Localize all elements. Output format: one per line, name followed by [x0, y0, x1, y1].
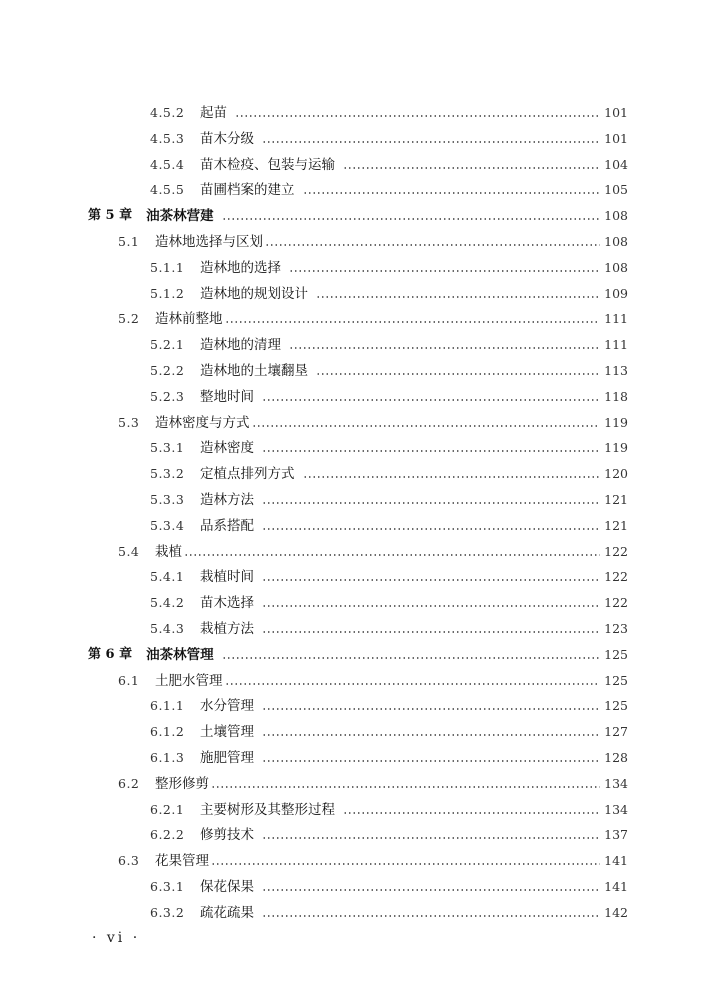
toc-entry-number: 6.3.1 [150, 879, 185, 894]
toc-leader-dots [222, 218, 600, 220]
toc-entry-number: 4.5.5 [150, 182, 185, 198]
toc-entry-page: 108 [604, 259, 628, 275]
toc-entry-page: 137 [604, 827, 628, 843]
toc-section-entry [118, 229, 628, 255]
toc-leader-dots [316, 373, 600, 375]
toc-entry-title: 修剪技术 [200, 827, 254, 844]
toc-entry-page: 134 [604, 801, 628, 817]
toc-leader-dots [184, 554, 600, 556]
toc-leader-dots [262, 837, 600, 839]
toc-entry-page: 141 [604, 879, 628, 894]
toc-entry-page: 125 [604, 672, 628, 688]
toc-entry-page: 121 [604, 517, 628, 533]
toc-leader-dots [262, 450, 600, 452]
toc-entry-number: 6.1.1 [150, 698, 185, 714]
toc-section-entry [118, 539, 628, 565]
toc-entry-page: 123 [604, 621, 628, 636]
toc-entry-page: 105 [604, 182, 628, 198]
toc-entry-title: 苗圃档案的建立 [200, 182, 295, 199]
toc-entry-number: 5.1.2 [150, 285, 185, 301]
toc-subsection-entry [150, 590, 628, 616]
toc-entry-page: 119 [604, 440, 628, 456]
toc-entry-number: 5.4.2 [150, 595, 185, 611]
toc-leader-dots [262, 915, 600, 917]
toc-subsection-entry [150, 461, 628, 487]
toc-entry-number: 第 5 章 [88, 208, 133, 224]
toc-subsection-entry [150, 281, 628, 307]
toc-entry-number: 4.5.3 [150, 130, 185, 146]
toc-entry-title: 苗木检疫、包装与运输 [200, 156, 335, 173]
toc-entry-number: 5.3 [118, 414, 140, 430]
toc-entry-page: 120 [604, 466, 628, 482]
toc-entry-number: 5.4.3 [150, 621, 185, 636]
toc-subsection-entry [150, 177, 628, 203]
toc-leader-dots [262, 734, 600, 736]
toc-leader-dots [262, 889, 600, 891]
toc-subsection-entry [150, 332, 628, 358]
toc-leader-dots [289, 270, 600, 272]
toc-leader-dots [343, 812, 600, 814]
toc-entry-number: 5.2.3 [150, 388, 185, 404]
toc-entry-number: 6.1 [118, 672, 140, 688]
toc-entry-page: 108 [604, 208, 628, 224]
toc-entry-page: 127 [604, 724, 628, 740]
toc-subsection-entry [150, 513, 628, 539]
toc-section-entry [118, 410, 628, 436]
toc-entry-number: 5.3.3 [150, 492, 185, 507]
toc-entry-page: 111 [604, 311, 628, 327]
toc-entry-number: 5.2 [118, 311, 140, 327]
toc-subsection-entry [150, 384, 628, 410]
toc-entry-title: 土壤管理 [200, 724, 254, 741]
toc-leader-dots [225, 321, 601, 323]
toc-entry-title: 造林地的清理 [200, 337, 281, 354]
toc-entry-title: 施肥管理 [200, 750, 254, 766]
toc-entry-number: 6.2 [118, 775, 140, 791]
toc-leader-dots [262, 579, 600, 581]
toc-entry-title: 造林方法 [200, 492, 254, 508]
toc-leader-dots [262, 528, 600, 530]
toc-leader-dots [343, 167, 600, 169]
toc-entry-page: 108 [604, 234, 628, 249]
toc-entry-number: 6.2.1 [150, 801, 185, 817]
toc-entry-number: 6.2.2 [150, 827, 185, 843]
toc-subsection-entry [150, 435, 628, 461]
toc-entry-title: 水分管理 [200, 698, 254, 715]
toc-chapter-entry [88, 203, 628, 229]
toc-entry-title: 油茶林营建 [146, 208, 214, 225]
toc-leader-dots [262, 760, 600, 762]
toc-entry-number: 5.4 [118, 543, 140, 559]
toc-entry-number: 4.5.4 [150, 156, 185, 172]
toc-subsection-entry [150, 745, 628, 771]
toc-entry-title: 整形修剪 [155, 775, 209, 792]
toc-subsection-entry [150, 255, 628, 281]
toc-entry-number: 5.2.2 [150, 363, 185, 378]
toc-entry-page: 111 [604, 337, 628, 353]
toc-leader-dots [316, 296, 600, 298]
toc-entry-page: 128 [604, 750, 628, 765]
toc-subsection-entry [150, 564, 628, 590]
toc-entry-page: 104 [604, 156, 628, 172]
toc-leader-dots [225, 683, 601, 685]
toc-entry-number: 6.3 [118, 853, 140, 869]
toc-entry-title: 栽植方法 [200, 621, 254, 637]
toc-section-entry [118, 306, 628, 332]
toc-subsection-entry [150, 719, 628, 745]
toc-subsection-entry [150, 616, 628, 642]
toc-entry-title: 起苗 [200, 105, 227, 121]
toc-section-entry [118, 668, 628, 694]
page-number-footer: · vi · [92, 930, 141, 946]
toc-entry-number: 6.1.2 [150, 724, 185, 740]
toc-entry-page: 119 [604, 414, 628, 430]
toc-chapter-entry [88, 642, 628, 668]
toc-leader-dots [303, 476, 601, 478]
toc-leader-dots [262, 631, 600, 633]
toc-entry-title: 造林密度与方式 [155, 414, 250, 431]
toc-entry-title: 油茶林管理 [146, 646, 214, 663]
toc-subsection-entry [150, 358, 628, 384]
toc-entry-page: 142 [604, 904, 628, 920]
toc-entry-title: 主要树形及其整形过程 [200, 801, 335, 818]
toc-subsection-entry [150, 100, 628, 126]
toc-subsection-entry [150, 152, 628, 178]
toc-subsection-entry [150, 797, 628, 823]
toc-entry-page: 121 [604, 492, 628, 507]
toc-entry-title: 造林地的土壤翻垦 [200, 363, 308, 379]
toc-entry-page: 122 [604, 543, 628, 559]
toc-entry-title: 苗木分级 [200, 130, 254, 147]
toc-entry-number: 4.5.2 [150, 105, 185, 120]
toc-leader-dots [265, 244, 600, 246]
toc-leader-dots [289, 347, 600, 349]
toc-entry-title: 栽植 [155, 543, 182, 560]
toc-entry-title: 整地时间 [200, 388, 254, 405]
toc-entry-page: 122 [604, 595, 628, 611]
toc-entry-number: 第 6 章 [88, 646, 133, 662]
toc-leader-dots [262, 605, 600, 607]
toc-entry-page: 118 [604, 388, 628, 404]
toc-entry-title: 造林前整地 [155, 311, 223, 328]
toc-leader-dots [252, 425, 601, 427]
toc-entry-number: 6.1.3 [150, 750, 185, 765]
toc-entry-number: 5.3.4 [150, 517, 185, 533]
toc-entry-number: 5.3.2 [150, 466, 185, 482]
toc-leader-dots [235, 115, 600, 117]
toc-entry-page: 141 [604, 853, 628, 869]
toc-entry-page: 125 [604, 698, 628, 714]
toc-entry-number: 6.3.2 [150, 904, 185, 920]
toc-leader-dots [262, 708, 600, 710]
toc-subsection-entry [150, 693, 628, 719]
toc-entry-title: 花果管理 [155, 853, 209, 870]
toc-entry-title: 造林地的选择 [200, 259, 281, 276]
toc-subsection-entry [150, 900, 628, 926]
toc-leader-dots [211, 863, 600, 865]
toc-entry-page: 101 [604, 105, 628, 120]
toc-entry-title: 土肥水管理 [155, 672, 223, 689]
toc-leader-dots [262, 141, 600, 143]
toc-section-entry [118, 848, 628, 874]
toc-entry-page: 134 [604, 775, 628, 791]
toc-subsection-entry [150, 822, 628, 848]
toc-entry-title: 苗木选择 [200, 595, 254, 612]
toc-entry-number: 5.3.1 [150, 440, 185, 456]
toc-entry-title: 品系搭配 [200, 517, 254, 534]
toc-leader-dots [222, 657, 600, 659]
toc-entry-page: 109 [604, 285, 628, 301]
toc-section-entry [118, 771, 628, 797]
toc-entry-page: 122 [604, 569, 628, 585]
toc-entry-page: 125 [604, 646, 628, 662]
toc-leader-dots [211, 786, 600, 788]
toc-subsection-entry [150, 874, 628, 900]
toc-entry-number: 5.4.1 [150, 569, 185, 585]
toc-entry-title: 保花保果 [200, 879, 254, 895]
toc-entry-title: 造林密度 [200, 440, 254, 457]
toc-subsection-entry [150, 487, 628, 513]
toc-leader-dots [262, 399, 600, 401]
toc-subsection-entry [150, 126, 628, 152]
toc-entry-title: 造林地选择与区划 [155, 234, 263, 250]
toc-entry-title: 栽植时间 [200, 569, 254, 586]
toc-entry-page: 113 [604, 363, 628, 378]
toc-entry-number: 5.1.1 [150, 259, 185, 275]
toc-entry-title: 疏花疏果 [200, 904, 254, 921]
toc-entry-page: 101 [604, 130, 628, 146]
toc-entry-number: 5.1 [118, 234, 140, 249]
toc-entry-title: 定植点排列方式 [200, 466, 295, 483]
toc-leader-dots [303, 192, 601, 194]
toc-leader-dots [262, 502, 600, 504]
toc-entry-title: 造林地的规划设计 [200, 285, 308, 302]
toc-entry-number: 5.2.1 [150, 337, 185, 353]
